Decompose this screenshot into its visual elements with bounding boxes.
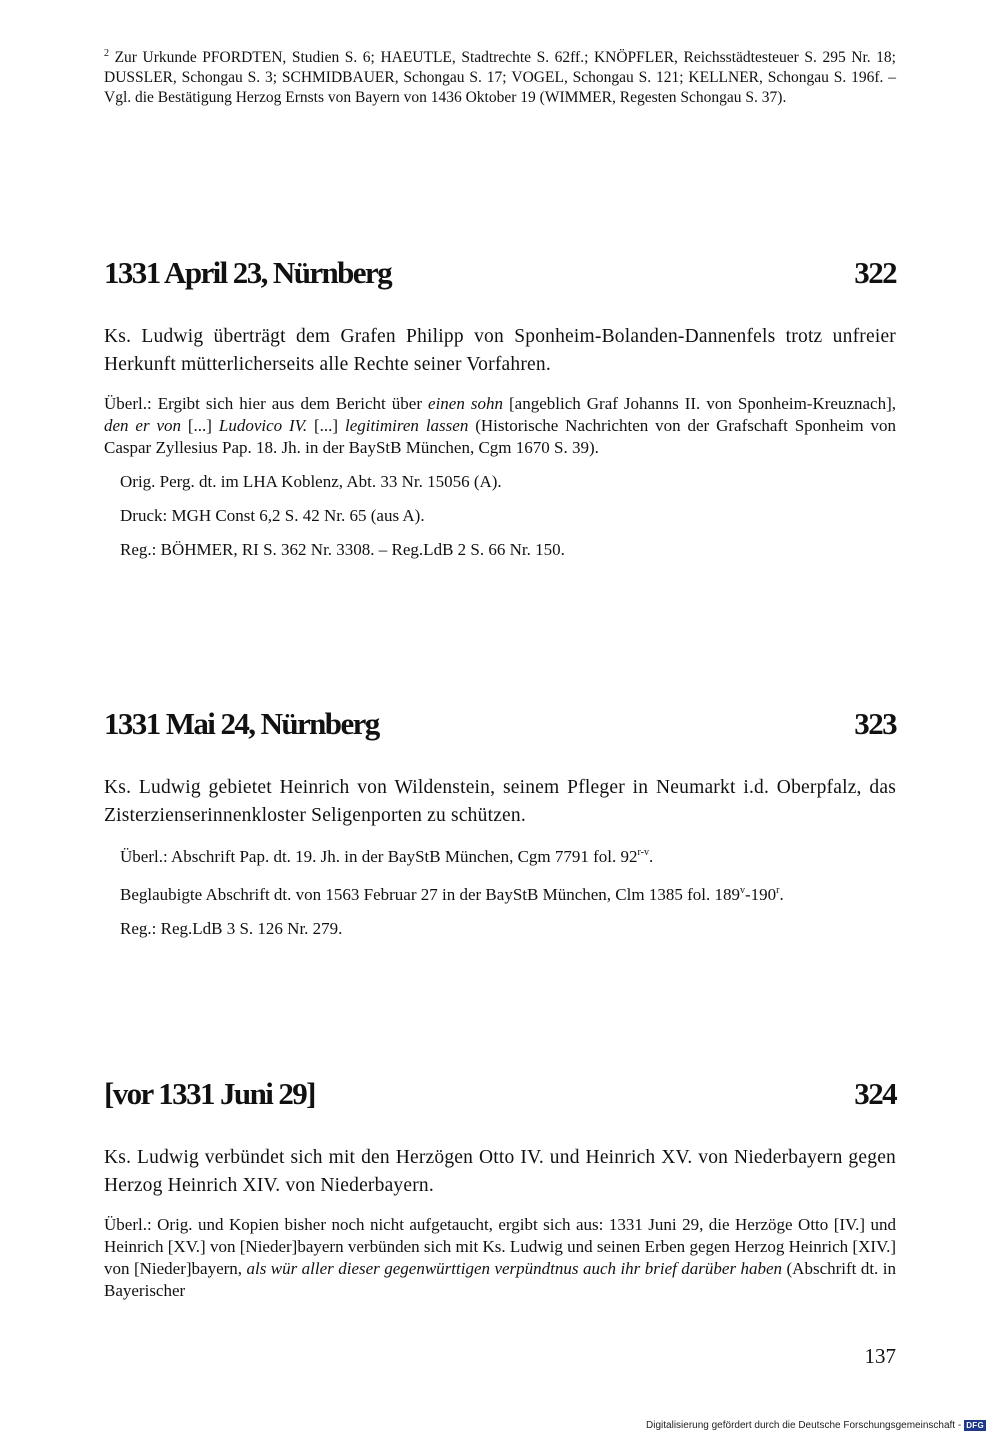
entry-324 <box>104 1076 896 1302</box>
dfg-logo-icon: DFG <box>966 1421 984 1430</box>
footnote-text: , Studien S. 6; <box>282 49 381 66</box>
entry-heading <box>104 1076 896 1116</box>
digitization-credit <box>646 1420 986 1431</box>
page-number: 137 <box>864 1344 896 1368</box>
author-name: PFORDTEN <box>202 49 283 66</box>
original-note: Orig. Perg. dt. im LHA Koblenz, Abt. 33 Nr. 15056 (A). <box>120 472 502 491</box>
footnote-text: , Schongau S. 17; <box>394 69 512 86</box>
regest-note: Reg.: BÖHMER, RI S. 362 Nr. 3308. – Reg.LdB 2 S. 66 Nr. 150. <box>120 540 565 559</box>
footnote-text: , Stadtrechte S. 62ff.; <box>451 49 594 66</box>
regest-note: Reg.: Reg.LdB 3 S. 126 Nr. 279. <box>120 919 343 938</box>
author-name: KNÖPFLER <box>593 49 675 66</box>
author-name: DUSSLER <box>104 69 173 86</box>
footnote-text: , Regesten Schongau S. 37). <box>611 89 787 106</box>
footnote-text: , Reichsstädtesteuer S. 295 Nr. 18; <box>674 49 896 66</box>
druck-note: Druck: MGH Const 6,2 S. 42 Nr. 65 (aus A). <box>120 506 425 525</box>
entry-number: 324 <box>854 1076 896 1111</box>
entry-number: 322 <box>854 255 896 290</box>
entry-heading <box>104 706 896 746</box>
beglaubigte-abschrift: Beglaubigte Abschrift dt. von 1563 Februar 27 in der BayStB München, Clm 1385 fol. 189$^v$-190$^r$. <box>120 885 784 904</box>
entry-summary: Ks. Ludwig überträgt dem Grafen Philipp von Sponheim-Bolanden-Dannenfels trotz unfreier Herkunft mütterlicherseits alle Rechte seiner Vorfahren. <box>104 326 896 375</box>
ueberlieferung: Überl.: Orig. und Kopien bisher noch nicht aufgetaucht, ergibt sich aus: 1331 Juni 29, die Herzöge Otto [IV.] und Heinrich [XV.] von [Nieder]bayern verbünden sich mit Ks. Ludwig und seinen Erben gegen Herzog Heinrich [XIV.] von [Nieder]bayern, als wür aller dieser gegenwürttigen verpündtnus auch ihr brief darüber haben (Abschrift dt. in Bayerischer <box>104 1215 896 1300</box>
entry-date: 1331 April 23, Nürnberg <box>104 255 391 290</box>
footnote-marker: 2 <box>104 48 109 59</box>
footnote-text: , Schongau S. 196f. – Vgl. die Bestätigung Herzog Ernsts von Bayern von 1436 Oktober 19 ( <box>104 69 896 106</box>
ueberlieferung: Überl.: Ergibt sich hier aus dem Bericht über einen sohn [angeblich Graf Johanns II. von Sponheim-Kreuznach], den er von [...] Ludovico IV. [...] legitimiren lassen (Historische Nachrichten von der Grafschaft Sponheim von Caspar Zyllesius Pap. 18. Jh. in der BayStB München, Cgm 1670 S. 39). <box>104 394 897 457</box>
author-name: VOGEL <box>511 69 564 86</box>
entry-date: 1331 Mai 24, Nürnberg <box>104 706 379 741</box>
entry-summary: Ks. Ludwig gebietet Heinrich von Wildenstein, seinem Pfleger in Neumarkt i.d. Oberpfalz, das Zisterzienserinnenkloster Seligenporten zu schützen. <box>104 777 896 826</box>
footnote <box>104 44 896 108</box>
author-name: SCHMIDBAUER <box>281 69 395 86</box>
footnote-text: , Schongau S. 121; <box>563 69 689 86</box>
entry-323 <box>104 706 896 940</box>
footnote-text: , Schongau S. 3; <box>172 69 282 86</box>
footnote-text: Zur Urkunde <box>114 49 203 66</box>
entry-heading <box>104 255 896 295</box>
credit-text: Digitalisierung gefördert durch die Deutsche Forschungsgemeinschaft - <box>646 1420 962 1431</box>
author-name: KELLNER <box>688 69 760 86</box>
author-name: HAEUTLE <box>380 49 452 66</box>
ueberlieferung: Überl.: Abschrift Pap. dt. 19. Jh. in der BayStB München, Cgm 7791 fol. 92$^{r-v}$. <box>120 847 654 866</box>
entry-summary: Ks. Ludwig verbündet sich mit den Herzögen Otto IV. und Heinrich XV. von Niederbayern gegen Herzog Heinrich XIV. von Niederbayern. <box>104 1147 896 1196</box>
entry-322 <box>104 255 896 561</box>
author-name: WIMMER <box>544 89 612 106</box>
entry-date: [vor 1331 Juni 29] <box>104 1076 315 1111</box>
entry-number: 323 <box>854 706 896 741</box>
